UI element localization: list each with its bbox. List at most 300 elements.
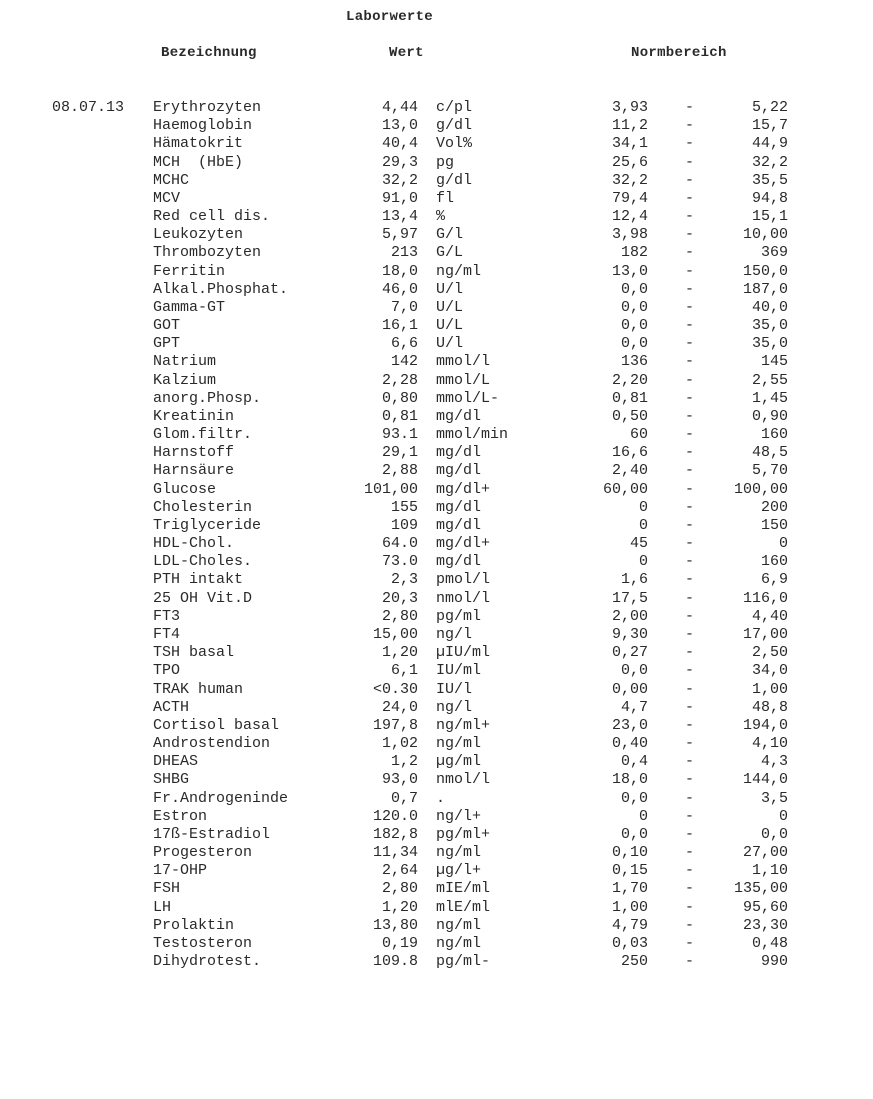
range-low: 25,6 — [611, 153, 648, 171]
range-low: 79,4 — [611, 189, 648, 207]
table-row — [0, 535, 873, 553]
range-high: 4,10 — [751, 735, 788, 753]
test-unit: ng/l — [436, 625, 473, 643]
range-low: 0,81 — [611, 389, 648, 407]
range-low: 1,00 — [611, 898, 648, 916]
table-row — [0, 172, 873, 190]
range-low: 0,15 — [611, 862, 648, 880]
test-unit: pg — [436, 153, 455, 171]
range-low: 0,0 — [620, 280, 648, 298]
document-title: Laborwerte — [346, 9, 434, 25]
range-separator: - — [685, 226, 695, 244]
test-unit: ng/ml — [436, 735, 482, 753]
range-high: 10,00 — [742, 226, 788, 244]
test-unit: mlE/ml — [436, 898, 491, 916]
test-unit: Vol% — [436, 135, 473, 153]
test-name: FSH — [153, 880, 181, 898]
range-separator: - — [685, 171, 695, 189]
test-name: Hämatokrit — [153, 135, 244, 153]
test-name: TSH basal — [153, 644, 235, 662]
range-low: 0,50 — [611, 407, 648, 425]
test-name: MCH (HbE) — [153, 153, 244, 171]
test-value: 0,7 — [390, 789, 418, 807]
table-row — [0, 117, 873, 135]
test-value: 24,0 — [381, 698, 418, 716]
range-separator: - — [685, 426, 695, 444]
test-value: 1,02 — [381, 735, 418, 753]
test-unit: mg/dl+ — [436, 535, 491, 553]
test-name: GOT — [153, 317, 181, 335]
test-value: 2,88 — [381, 462, 418, 480]
table-row — [0, 190, 873, 208]
table-row — [0, 244, 873, 262]
test-unit: mmol/L- — [436, 389, 500, 407]
range-high: 0,90 — [751, 407, 788, 425]
range-separator: - — [685, 735, 695, 753]
test-name: Leukozyten — [153, 226, 244, 244]
table-row — [0, 99, 873, 117]
range-high: 0 — [778, 807, 788, 825]
table-row — [0, 135, 873, 153]
range-low: 0,0 — [620, 298, 648, 316]
test-name: Estron — [153, 807, 208, 825]
range-separator: - — [685, 771, 695, 789]
range-separator: - — [685, 407, 695, 425]
test-name: HDL-Chol. — [153, 535, 235, 553]
test-unit: pmol/l — [436, 571, 491, 589]
test-unit: ng/l — [436, 698, 473, 716]
test-value: 4,44 — [381, 99, 418, 116]
table-row — [0, 408, 873, 426]
range-high: 990 — [760, 953, 788, 971]
range-high: 6,9 — [760, 571, 788, 589]
range-separator: - — [685, 571, 695, 589]
test-value: 197,8 — [372, 716, 418, 734]
test-value: 91,0 — [381, 189, 418, 207]
range-separator: - — [685, 680, 695, 698]
range-separator: - — [685, 99, 695, 116]
range-high: 194,0 — [742, 716, 788, 734]
test-name: ACTH — [153, 698, 190, 716]
range-low: 0,27 — [611, 644, 648, 662]
table-row — [0, 444, 873, 462]
range-low: 182 — [620, 244, 648, 262]
range-low: 0,0 — [620, 317, 648, 335]
range-high: 5,70 — [751, 462, 788, 480]
range-separator: - — [685, 607, 695, 625]
test-name: SHBG — [153, 771, 190, 789]
test-value: 13,80 — [372, 916, 418, 934]
range-high: 1,10 — [751, 862, 788, 880]
test-value: 109.8 — [372, 953, 418, 971]
table-row — [0, 590, 873, 608]
test-value: 7,0 — [390, 298, 418, 316]
range-separator: - — [685, 716, 695, 734]
range-separator: - — [685, 862, 695, 880]
range-separator: - — [685, 244, 695, 262]
range-high: 0,0 — [760, 825, 788, 843]
range-low: 18,0 — [611, 771, 648, 789]
test-unit: c/pl — [436, 99, 473, 116]
range-separator: - — [685, 535, 695, 553]
test-value: 64.0 — [381, 535, 418, 553]
table-row — [0, 317, 873, 335]
test-name: Thrombozyten — [153, 244, 262, 262]
range-separator: - — [685, 189, 695, 207]
test-name: MCHC — [153, 171, 190, 189]
test-unit: ng/ml — [436, 844, 482, 862]
test-unit: nmol/l — [436, 589, 491, 607]
test-unit: mg/dl — [436, 553, 482, 571]
range-low: 11,2 — [611, 117, 648, 135]
test-value: 6,6 — [390, 335, 418, 353]
test-name: LDL-Choles. — [153, 553, 253, 571]
test-value: 15,00 — [372, 625, 418, 643]
range-low: 60 — [629, 426, 648, 444]
range-low: 0 — [638, 553, 648, 571]
test-unit: U/L — [436, 298, 464, 316]
range-low: 0,0 — [620, 335, 648, 353]
table-row — [0, 826, 873, 844]
range-high: 44,9 — [751, 135, 788, 153]
test-value: 93,0 — [381, 771, 418, 789]
test-unit: U/L — [436, 317, 464, 335]
range-low: 32,2 — [611, 171, 648, 189]
column-header-name: Bezeichnung — [161, 45, 257, 61]
range-low: 45 — [629, 535, 648, 553]
test-name: PTH intakt — [153, 571, 244, 589]
range-high: 15,7 — [751, 117, 788, 135]
range-separator: - — [685, 208, 695, 226]
test-unit: IU/ml — [436, 662, 482, 680]
test-name: Harnsäure — [153, 462, 235, 480]
table-row — [0, 953, 873, 971]
range-separator: - — [685, 625, 695, 643]
test-value: 0,19 — [381, 934, 418, 952]
range-separator: - — [685, 662, 695, 680]
range-low: 250 — [620, 953, 648, 971]
test-unit: ng/ml — [436, 916, 482, 934]
range-high: 0 — [778, 535, 788, 553]
test-name: LH — [153, 898, 172, 916]
table-row — [0, 517, 873, 535]
test-unit: ng/ml — [436, 262, 482, 280]
range-high: 160 — [760, 426, 788, 444]
test-unit: pg/ml- — [436, 953, 491, 971]
test-value: 0,80 — [381, 389, 418, 407]
range-high: 4,40 — [751, 607, 788, 625]
range-low: 0,40 — [611, 735, 648, 753]
test-value: 13,0 — [381, 117, 418, 135]
range-separator: - — [685, 371, 695, 389]
range-separator: - — [685, 934, 695, 952]
test-unit: mg/dl — [436, 516, 482, 534]
range-high: 2,50 — [751, 644, 788, 662]
test-unit: mg/dl+ — [436, 480, 491, 498]
range-separator: - — [685, 916, 695, 934]
range-separator: - — [685, 644, 695, 662]
test-value: 40,4 — [381, 135, 418, 153]
test-unit: fl — [436, 189, 455, 207]
table-row — [0, 281, 873, 299]
range-high: 34,0 — [751, 662, 788, 680]
test-unit: mg/dl — [436, 498, 482, 516]
test-unit: pg/ml — [436, 607, 482, 625]
range-high: 5,22 — [751, 99, 788, 116]
range-high: 94,8 — [751, 189, 788, 207]
test-value: <0.30 — [372, 680, 418, 698]
range-high: 116,0 — [742, 589, 788, 607]
range-high: 3,5 — [760, 789, 788, 807]
range-high: 150 — [760, 516, 788, 534]
range-low: 1,70 — [611, 880, 648, 898]
test-name: Gamma-GT — [153, 298, 226, 316]
test-name: Glom.filtr. — [153, 426, 253, 444]
range-separator: - — [685, 753, 695, 771]
range-separator: - — [685, 807, 695, 825]
test-value: 2,28 — [381, 371, 418, 389]
test-unit: pg/ml+ — [436, 825, 491, 843]
test-name: Ferritin — [153, 262, 226, 280]
test-name: Haemoglobin — [153, 117, 253, 135]
range-separator: - — [685, 898, 695, 916]
table-row — [0, 481, 873, 499]
test-name: Natrium — [153, 353, 217, 371]
range-low: 16,6 — [611, 444, 648, 462]
test-unit: mmol/min — [436, 426, 509, 444]
table-row — [0, 771, 873, 789]
range-low: 136 — [620, 353, 648, 371]
test-unit: mmol/L — [436, 371, 491, 389]
range-low: 17,5 — [611, 589, 648, 607]
range-low: 0 — [638, 498, 648, 516]
results-table — [0, 99, 873, 971]
range-high: 100,00 — [733, 480, 788, 498]
test-name: Triglyceride — [153, 516, 262, 534]
test-name: Kalzium — [153, 371, 217, 389]
range-low: 0,03 — [611, 934, 648, 952]
test-value: 2,3 — [390, 571, 418, 589]
range-separator: - — [685, 353, 695, 371]
test-value: 109 — [390, 516, 418, 534]
table-row — [0, 426, 873, 444]
range-high: 15,1 — [751, 208, 788, 226]
table-row — [0, 335, 873, 353]
range-separator: - — [685, 444, 695, 462]
range-low: 0,0 — [620, 662, 648, 680]
range-low: 0 — [638, 807, 648, 825]
test-name: FT3 — [153, 607, 181, 625]
range-low: 3,98 — [611, 226, 648, 244]
test-value: 1,20 — [381, 898, 418, 916]
table-row — [0, 662, 873, 680]
range-high: 150,0 — [742, 262, 788, 280]
result-date: 08.07.13 — [52, 99, 125, 116]
table-row — [0, 226, 873, 244]
range-high: 187,0 — [742, 280, 788, 298]
range-high: 1,00 — [751, 680, 788, 698]
table-row — [0, 372, 873, 390]
range-high: 17,00 — [742, 625, 788, 643]
table-row — [0, 717, 873, 735]
range-high: 4,3 — [760, 753, 788, 771]
test-name: Testosteron — [153, 934, 253, 952]
range-low: 0,10 — [611, 844, 648, 862]
range-high: 144,0 — [742, 771, 788, 789]
table-row — [0, 644, 873, 662]
range-low: 34,1 — [611, 135, 648, 153]
test-value: 1,2 — [390, 753, 418, 771]
column-header-value: Wert — [389, 45, 424, 61]
range-separator: - — [685, 880, 695, 898]
test-value: 2,80 — [381, 607, 418, 625]
test-value: 1,20 — [381, 644, 418, 662]
range-high: 95,60 — [742, 898, 788, 916]
test-value: 0,81 — [381, 407, 418, 425]
test-name: Dihydrotest. — [153, 953, 262, 971]
test-name: Kreatinin — [153, 407, 235, 425]
range-low: 0,0 — [620, 825, 648, 843]
test-unit: mIE/ml — [436, 880, 491, 898]
table-row — [0, 917, 873, 935]
test-unit: g/dl — [436, 171, 473, 189]
table-row — [0, 880, 873, 898]
test-name: Prolaktin — [153, 916, 235, 934]
test-value: 73.0 — [381, 553, 418, 571]
table-row — [0, 390, 873, 408]
test-name: 17ß-Estradiol — [153, 825, 271, 843]
test-unit: G/L — [436, 244, 464, 262]
range-high: 35,0 — [751, 317, 788, 335]
test-unit: ng/ml+ — [436, 716, 491, 734]
range-separator: - — [685, 789, 695, 807]
test-unit: µg/ml — [436, 753, 482, 771]
range-high: 48,5 — [751, 444, 788, 462]
range-separator: - — [685, 553, 695, 571]
test-unit: mg/dl — [436, 407, 482, 425]
test-name: MCV — [153, 189, 181, 207]
range-high: 160 — [760, 553, 788, 571]
table-row — [0, 299, 873, 317]
range-separator: - — [685, 480, 695, 498]
range-low: 2,40 — [611, 462, 648, 480]
test-name: 17-OHP — [153, 862, 208, 880]
range-low: 2,20 — [611, 371, 648, 389]
table-row — [0, 462, 873, 480]
range-separator: - — [685, 698, 695, 716]
range-separator: - — [685, 280, 695, 298]
range-high: 35,5 — [751, 171, 788, 189]
range-separator: - — [685, 389, 695, 407]
test-unit: nmol/l — [436, 771, 491, 789]
test-unit: IU/l — [436, 680, 473, 698]
table-row — [0, 608, 873, 626]
table-row — [0, 862, 873, 880]
table-row — [0, 681, 873, 699]
test-value: 29,3 — [381, 153, 418, 171]
range-low: 0,0 — [620, 789, 648, 807]
test-name: Harnstoff — [153, 444, 235, 462]
range-low: 0,4 — [620, 753, 648, 771]
range-low: 60,00 — [602, 480, 648, 498]
test-value: 18,0 — [381, 262, 418, 280]
range-high: 0,48 — [751, 934, 788, 952]
range-separator: - — [685, 825, 695, 843]
test-value: 142 — [390, 353, 418, 371]
table-row — [0, 154, 873, 172]
range-low: 12,4 — [611, 208, 648, 226]
range-separator: - — [685, 298, 695, 316]
test-name: GPT — [153, 335, 181, 353]
test-unit: ng/ml — [436, 934, 482, 952]
range-low: 0,00 — [611, 680, 648, 698]
table-row — [0, 263, 873, 281]
range-high: 27,00 — [742, 844, 788, 862]
test-unit: g/dl — [436, 117, 473, 135]
table-row — [0, 935, 873, 953]
range-separator: - — [685, 953, 695, 971]
range-high: 369 — [760, 244, 788, 262]
range-high: 32,2 — [751, 153, 788, 171]
test-name: anorg.Phosp. — [153, 389, 262, 407]
test-name: TRAK human — [153, 680, 244, 698]
test-name: 25 OH Vit.D — [153, 589, 253, 607]
range-separator: - — [685, 589, 695, 607]
test-name: Glucose — [153, 480, 217, 498]
range-separator: - — [685, 335, 695, 353]
table-row — [0, 699, 873, 717]
column-header-range: Normbereich — [631, 45, 727, 61]
test-value: 93.1 — [381, 426, 418, 444]
range-low: 4,7 — [620, 698, 648, 716]
test-value: 32,2 — [381, 171, 418, 189]
test-value: 120.0 — [372, 807, 418, 825]
range-high: 2,55 — [751, 371, 788, 389]
range-low: 4,79 — [611, 916, 648, 934]
test-value: 213 — [390, 244, 418, 262]
range-separator: - — [685, 844, 695, 862]
range-separator: - — [685, 135, 695, 153]
test-unit: mg/dl — [436, 462, 482, 480]
table-row — [0, 790, 873, 808]
test-value: 155 — [390, 498, 418, 516]
test-name: TPO — [153, 662, 181, 680]
table-row — [0, 899, 873, 917]
test-unit: µg/l+ — [436, 862, 482, 880]
table-row — [0, 735, 873, 753]
test-name: Alkal.Phosphat. — [153, 280, 289, 298]
range-separator: - — [685, 117, 695, 135]
test-unit: . — [436, 789, 446, 807]
range-high: 145 — [760, 353, 788, 371]
range-low: 1,6 — [620, 571, 648, 589]
test-value: 11,34 — [372, 844, 418, 862]
test-unit: U/l — [436, 280, 464, 298]
test-value: 2,64 — [381, 862, 418, 880]
test-value: 182,8 — [372, 825, 418, 843]
test-name: Cortisol basal — [153, 716, 280, 734]
range-low: 0 — [638, 516, 648, 534]
test-unit: mg/dl — [436, 444, 482, 462]
test-value: 13,4 — [381, 208, 418, 226]
test-value: 46,0 — [381, 280, 418, 298]
range-separator: - — [685, 153, 695, 171]
test-value: 101,00 — [363, 480, 418, 498]
range-high: 200 — [760, 498, 788, 516]
table-row — [0, 353, 873, 371]
table-row — [0, 571, 873, 589]
test-value: 6,1 — [390, 662, 418, 680]
